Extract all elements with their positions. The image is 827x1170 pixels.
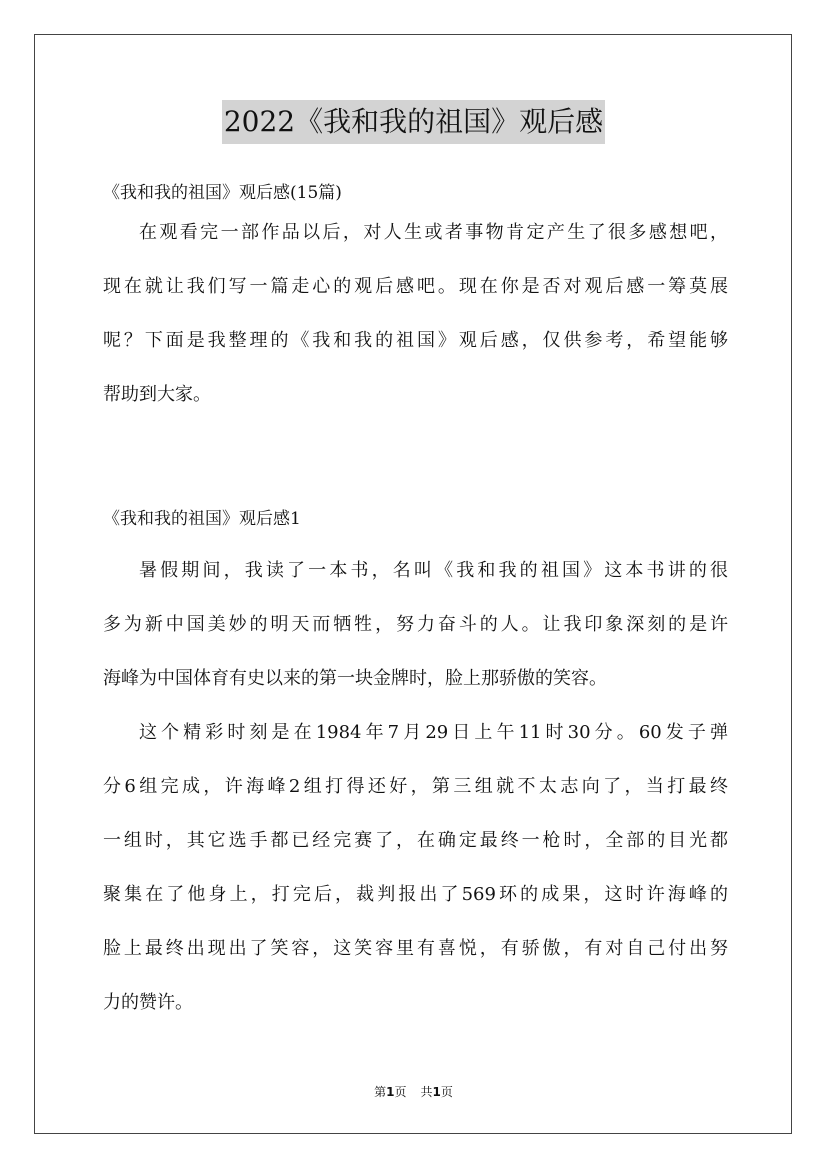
intro-paragraph: [103, 206, 728, 422]
paragraph-line: 力的赞许。: [103, 992, 193, 1013]
section1-paragraph-1: [103, 544, 728, 706]
document-title: 2022《我和我的祖国》观后感: [222, 100, 605, 144]
page-prefix: 第: [374, 1085, 387, 1099]
total-prefix: 共: [420, 1085, 433, 1099]
paragraph-line: 一组时，其它选手都已经完赛了，在确定最终一枪时，全部的目光都: [103, 830, 728, 851]
page-footer: [0, 1082, 827, 1102]
paragraph-line: 暑假期间，我读了一本书，名叫《我和我的祖国》这本书讲的很: [139, 560, 728, 581]
paragraph-line: 帮助到大家。: [103, 384, 211, 405]
page-suffix: 页: [394, 1085, 407, 1099]
page-current: 1: [386, 1085, 395, 1099]
section1-paragraph-2: [103, 706, 728, 1030]
paragraph-line: 在观看完一部作品以后，对人生或者事物肯定产生了很多感想吧，: [139, 222, 728, 243]
paragraph-line: 多为新中国美妙的明天而牺牲，努力奋斗的人。让我印象深刻的是许: [103, 614, 728, 635]
page-total: 1: [432, 1085, 441, 1099]
total-suffix: 页: [440, 1085, 453, 1099]
document-subtitle: 《我和我的祖国》观后感(15篇): [103, 183, 342, 203]
paragraph-line: 现在就让我们写一篇走心的观后感吧。现在你是否对观后感一筹莫展: [103, 276, 728, 297]
paragraph-line: 聚集在了他身上，打完后，裁判报出了569环的成果，这时许海峰的: [103, 884, 728, 905]
paragraph-line: 海峰为中国体育有史以来的第一块金牌时，脸上那骄傲的笑容。: [103, 668, 607, 689]
section-heading: 《我和我的祖国》观后感1: [103, 509, 301, 529]
paragraph-line: 呢？下面是我整理的《我和我的祖国》观后感，仅供参考，希望能够: [103, 330, 728, 351]
title-container: [0, 100, 827, 144]
paragraph-line: 分6组完成，许海峰2组打得还好，第三组就不太志向了，当打最终: [103, 776, 728, 797]
paragraph-line: 这个精彩时刻是在1984年7月29日上午11时30分。60发子弹: [139, 722, 728, 743]
paragraph-line: 脸上最终出现出了笑容，这笑容里有喜悦，有骄傲，有对自己付出努: [103, 938, 728, 959]
